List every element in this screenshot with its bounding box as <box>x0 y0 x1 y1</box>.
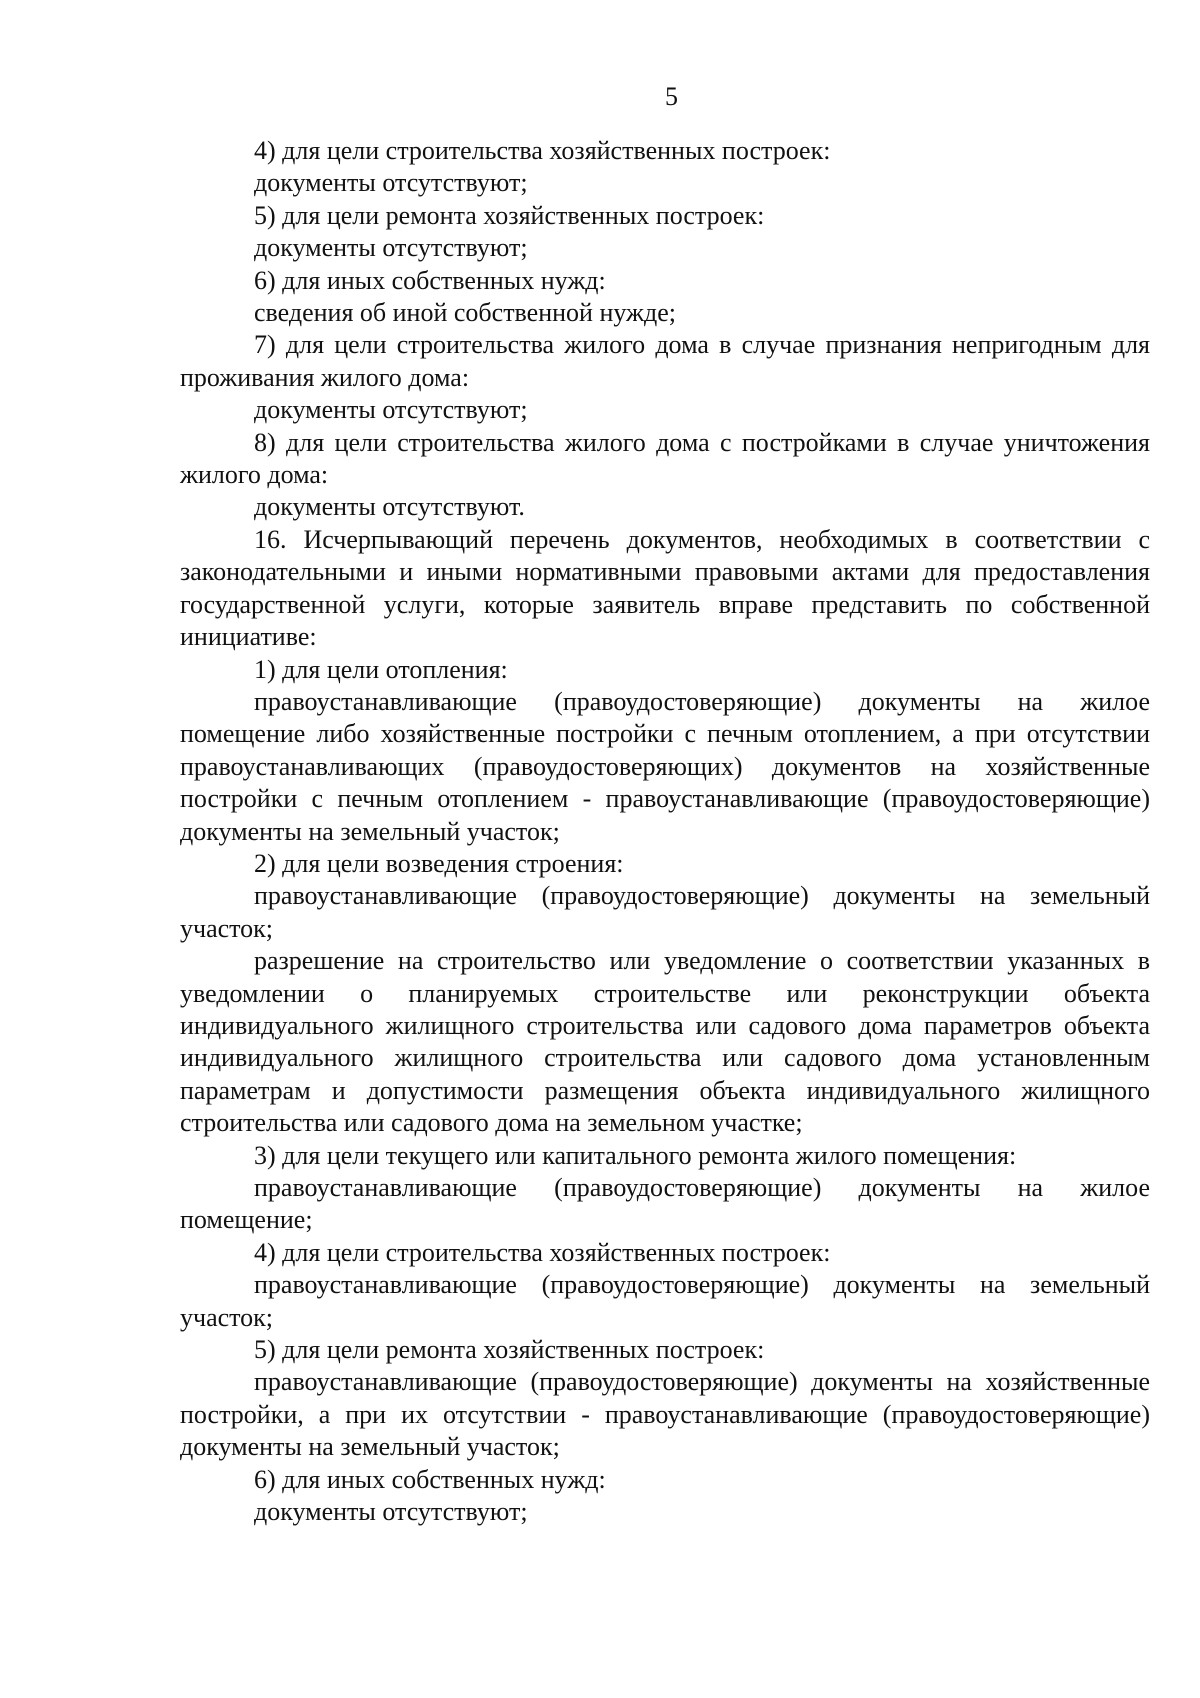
paragraph: 5) для цели ремонта хозяйственных построек: <box>254 1335 765 1365</box>
paragraph: правоустанавливающие (правоудостоверяющие) документы на хозяйственные постройки, а при их отсутствии - правоустанавливающие (правоудостоверяющие) документы на земельный участок; <box>180 1367 1150 1462</box>
paragraph: правоустанавливающие (правоудостоверяющие) документы на жилое помещение либо хозяйственные постройки с печным отоплением, а при отсутствии правоустанавливающих (правоудостоверяющих) документов на хозяйственные постройки с печным отоплением - правоустанавливающие (правоудостоверяющие) документы на земельный участок; <box>180 686 1150 846</box>
paragraph: документы отсутствуют; <box>254 1497 528 1527</box>
paragraph: документы отсутствуют. <box>254 492 525 522</box>
page-number: 5 <box>665 82 678 111</box>
paragraph: 6) для иных собственных нужд: <box>254 1464 606 1494</box>
paragraph: 8) для цели строительства жилого дома с постройками в случае уничтожения жилого дома: <box>180 427 1150 490</box>
paragraph: 7) для цели строительства жилого дома в случае признания непригодным для проживания жилого дома: <box>180 330 1150 392</box>
paragraph: разрешение на строительство или уведомление о соответствии указанных в уведомлении о планируемых строительстве или реконструкции объекта индивидуального жилищного строительства или садового дома параметров объекта индивидуального жилищного строительства или садового дома установленным параметрам и допустимости размещения объекта индивидуального жилищного строительства или садового дома на земельном участке; <box>180 946 1150 1138</box>
paragraph: сведения об иной собственной нужде; <box>254 298 676 328</box>
paragraph: 4) для цели строительства хозяйственных построек: <box>254 136 831 165</box>
paragraph: правоустанавливающие (правоудостоверяющие) документы на жилое помещение; <box>180 1173 1150 1235</box>
paragraph: 2) для цели возведения строения: <box>254 848 624 878</box>
paragraph: правоустанавливающие (правоудостоверяющие) документы на земельный участок; <box>180 881 1150 943</box>
paragraph: документы отсутствуют; <box>254 233 528 263</box>
paragraph: 1) для цели отопления: <box>254 654 508 684</box>
paragraph: 6) для иных собственных нужд: <box>254 265 606 295</box>
paragraph: документы отсутствуют; <box>254 395 528 425</box>
paragraph: 3) для цели текущего или капитального ремонта жилого помещения: <box>254 1140 1017 1170</box>
document-body <box>180 135 1150 1528</box>
paragraph: 16. Исчерпывающий перечень документов, необходимых в соответствии с законодательными и иными нормативными правовыми актами для предоставления государственной услуги, которые заявитель вправе представить по собственной инициативе: <box>180 524 1150 652</box>
paragraph: документы отсутствуют; <box>254 168 528 198</box>
paragraph: 5) для цели ремонта хозяйственных построек: <box>254 200 765 230</box>
paragraph: 4) для цели строительства хозяйственных построек: <box>254 1237 831 1267</box>
paragraph: правоустанавливающие (правоудостоверяющие) документы на земельный участок; <box>180 1270 1150 1332</box>
